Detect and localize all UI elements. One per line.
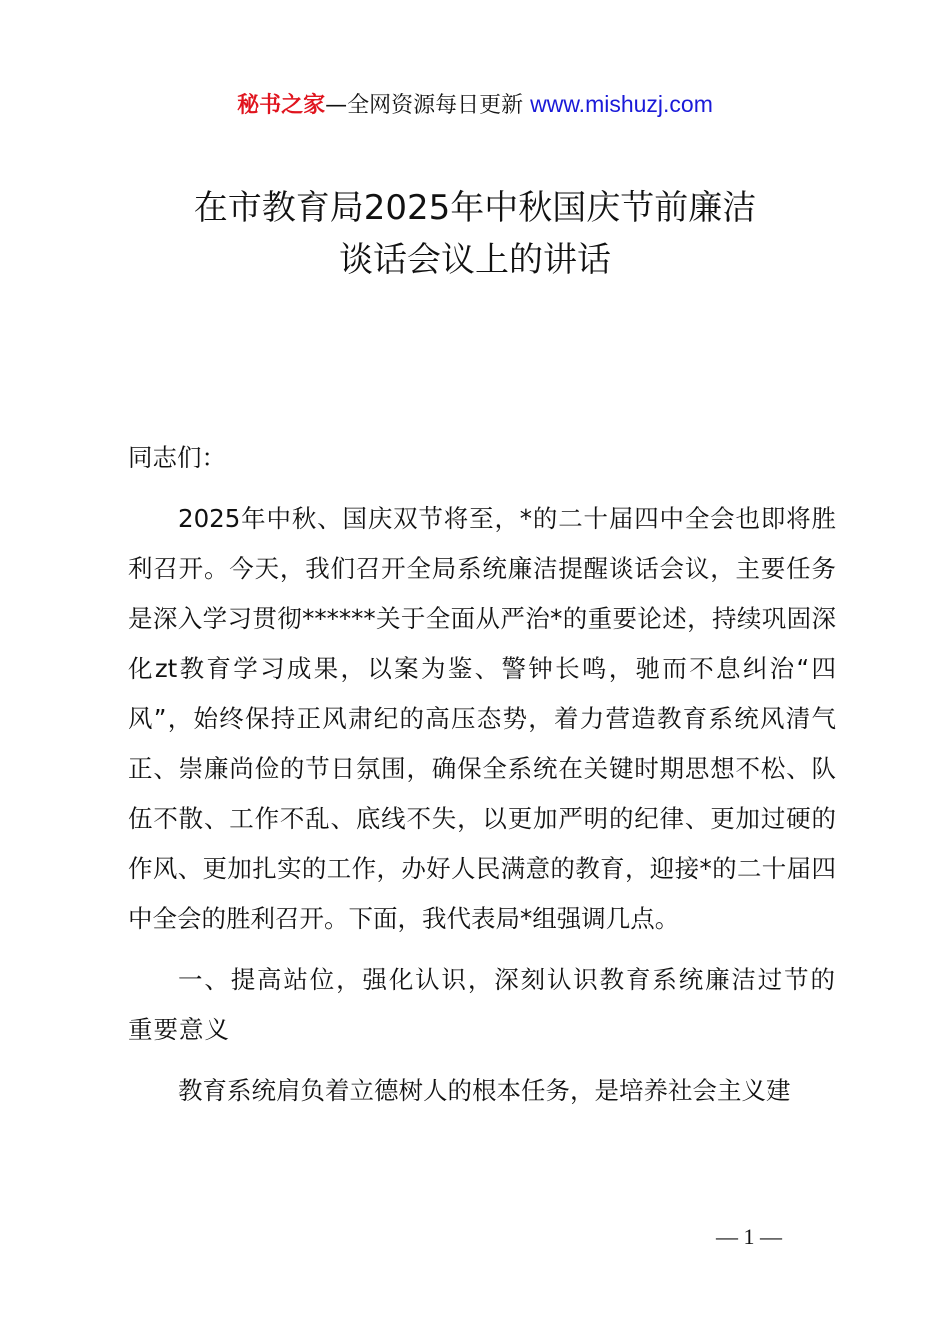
site-header [0, 86, 950, 124]
title-line-2: 谈话会议上的讲话 [339, 240, 611, 280]
brand-name: 秘书之家 [237, 93, 326, 118]
document-body [128, 433, 836, 1116]
paragraph-section-1: 教育系统肩负着立德树人的根本任务，是培养社会主义建 [178, 1076, 791, 1105]
page-number: — 1 — [716, 1224, 782, 1249]
document-title [0, 182, 950, 286]
section-heading-1: 一、提高站位，强化认识，深刻认识教育系统廉洁过节的重要意义 [128, 965, 836, 1044]
greeting: 同志们： [128, 443, 226, 472]
paragraph-intro: 2025年中秋、国庆双节将至，*的二十届四中全会也即将胜利召开。今天，我们召开全局系统廉洁提醒谈话会议，主要任务是深入学习贯彻******关于全面从严治*的重要论述，持续巩固深化zt教育学习成果，以案为鉴、警钟长鸣，驰而不息纠治“四风”，始终保持正风肃纪的高压态势，着力营造教育系统风清气正、崇廉尚俭的节日氛围，确保全系统在关键时期思想不松、队伍不散、工作不乱、底线不失，以更加严明的纪律、更加过硬的作风、更加扎实的工作，办好人民满意的教育，迎接*的二十届四中全会的胜利召开。下面，我代表局*组强调几点。 [128, 504, 836, 933]
site-url-link[interactable]: www.mishuzj.com [530, 91, 713, 117]
header-slogan: —全网资源每日更新 [325, 93, 531, 118]
title-line-1: 在市教育局2025年中秋国庆节前廉洁 [193, 188, 757, 228]
